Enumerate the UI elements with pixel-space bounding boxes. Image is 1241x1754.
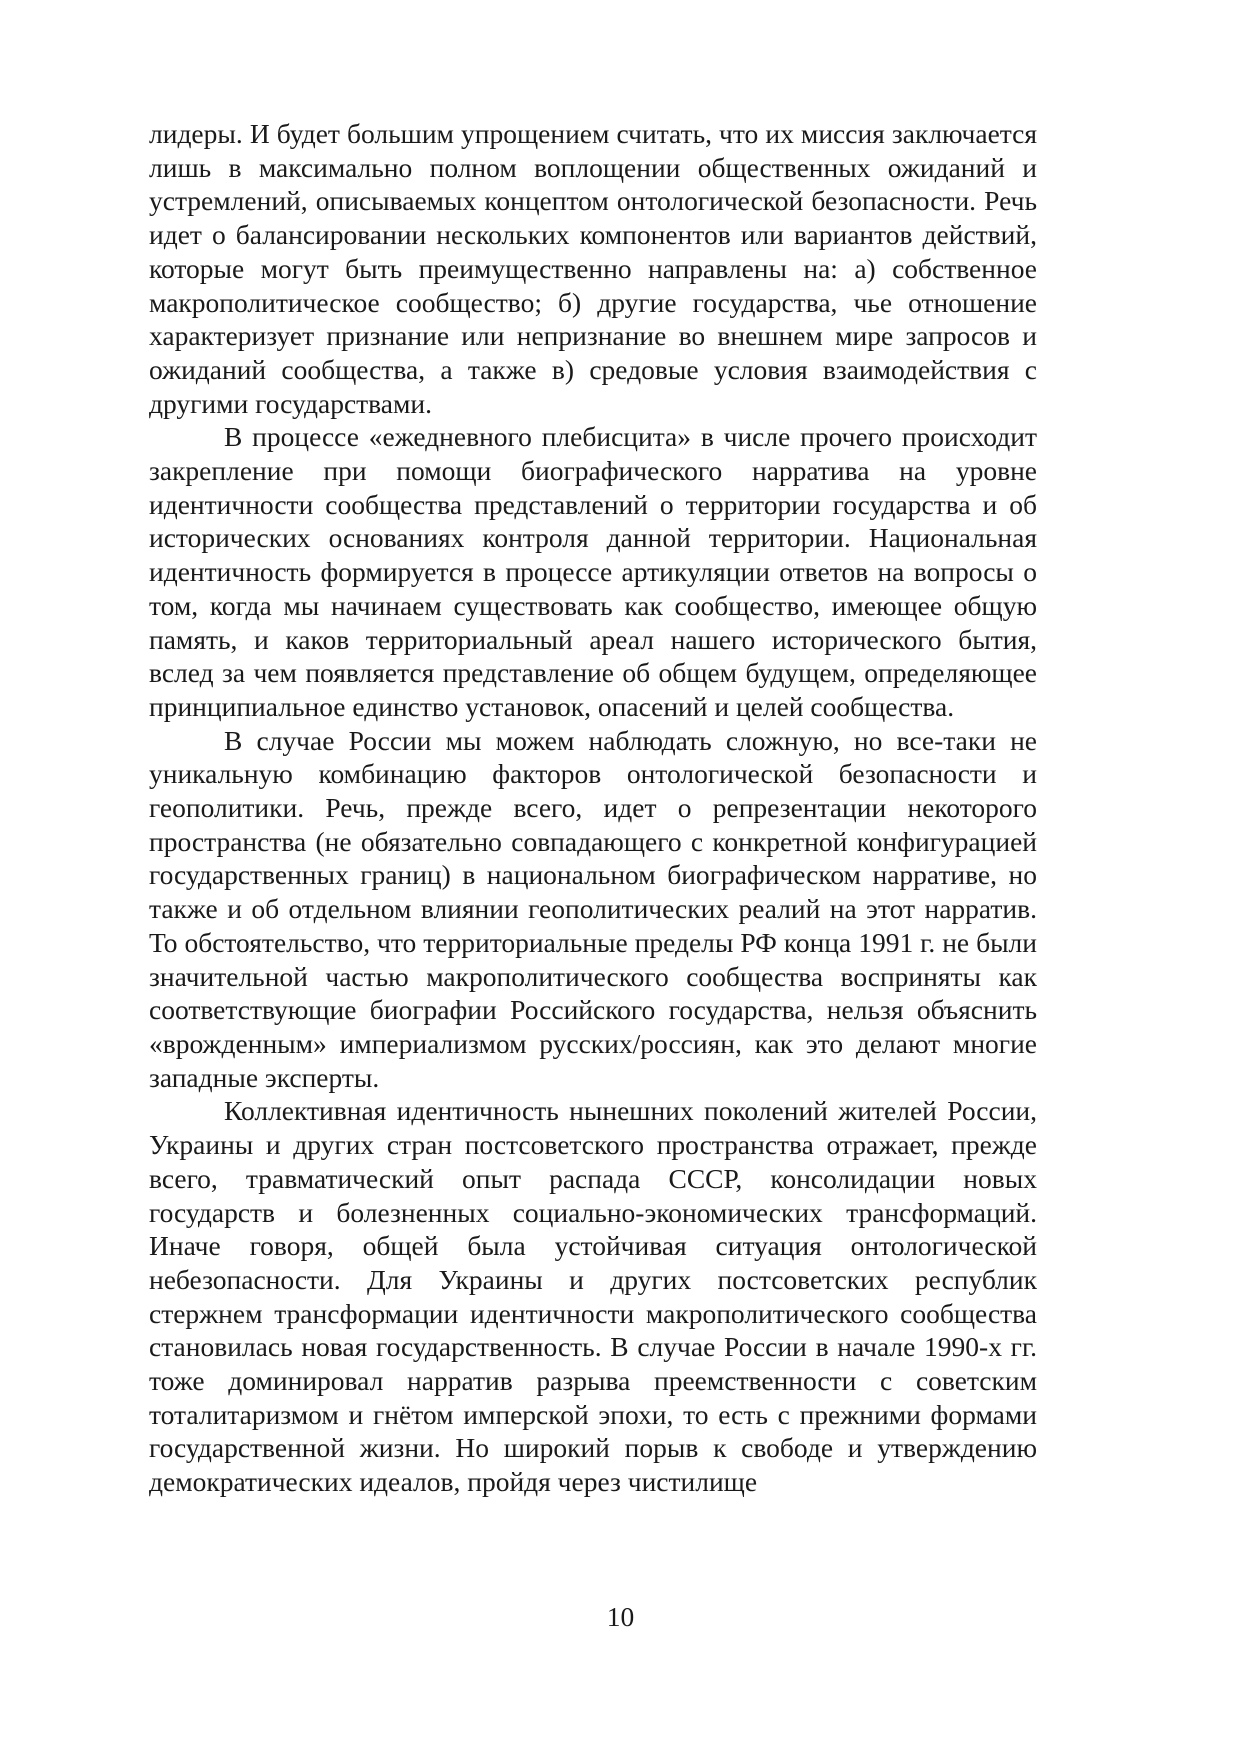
paragraph-3: В случае России мы можем наблюдать сложную, но все-таки не уникальную комбинацию факторов онтологической безопасности и геополитики. Речь, прежде всего, идет о репрезентации некоторого пространства (не обязательно совпадающего с конкретной конфигурацией государственных границ) в национальном биографическом нарративе, но также и об отдельном влиянии геополитических реалий на этот нарратив. То обстоятельство, что территориальные пределы РФ конца 1991 г. не были значительной частью макрополитического сообщества восприняты как соответствующие биографии Российского государства, нельзя объяснить «врожденным» империализмом русских/россиян, как это делают многие западные эксперты. [149,724,1037,1093]
page-number: 10 [606,1601,635,1632]
paragraph-4: Коллективная идентичность нынешних поколений жителей России, Украины и других стран постсоветского пространства отражает, прежде всего, травматический опыт распада СССР, консолидации новых государств и болезненных социально-экономических трансформаций. Иначе говоря, общей была устойчивая ситуация онтологической небезопасности. Для Украины и других постсоветских республик стержнем трансформации идентичности макрополитического сообщества становилась новая государственность. В случае России в начале 1990-х гг. тоже доминировал нарратив разрыва преемственности с советским тоталитаризмом и гнётом имперской эпохи, то есть с прежними формами государственной жизни. Но широкий порыв к свободе и утверждению демократических идеалов, пройдя через чистилище [149,1095,1037,1498]
paragraph-2: В процессе «ежедневного плебисцита» в числе прочего происходит закрепление при помощи биографического нарратива на уровне идентичности сообщества представлений о территории государства и об исторических основаниях контроля данной территории. Национальная идентичность формируется в процессе артикуляции ответов на вопросы о том, когда мы начинаем существовать как сообщество, имеющее общую память, и каков территориальный ареал нашего исторического бытия, вслед за чем появляется представление об общем будущем, определяющее принципиальное единство установок, опасений и целей сообщества. [149,421,1037,722]
body-text [149,117,1037,1499]
paragraph-1: лидеры. И будет большим упрощением считать, что их миссия заключается лишь в максимально полном воплощении общественных ожиданий и устремлений, описываемых концептом онтологической безопасности. Речь идет о балансировании нескольких компонентов или вариантов действий, которые могут быть преимущественно направлены на: а) собственное макрополитическое сообщество; б) другие государства, чье отношение характеризует признание или непризнание во внешнем мире запросов и ожиданий сообщества, а также в) средовые условия взаимодействия с другими государствами. [149,118,1037,419]
